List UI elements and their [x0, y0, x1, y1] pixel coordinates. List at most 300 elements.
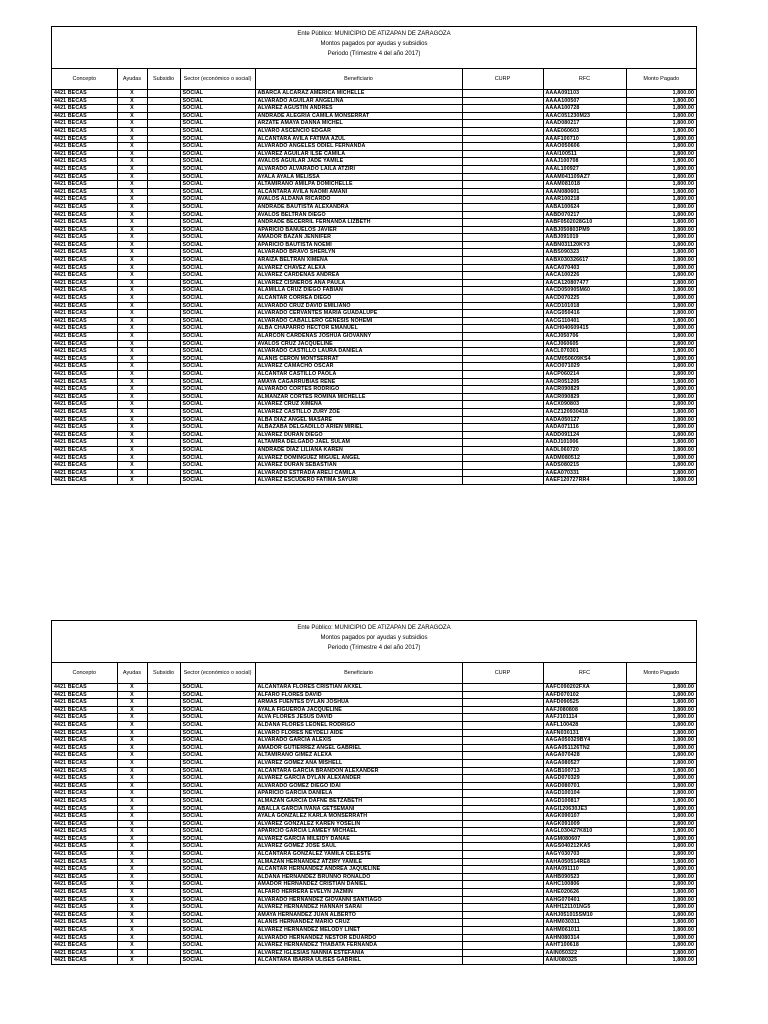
cell-monto: 1,800.00	[626, 393, 696, 401]
table-row	[52, 684, 696, 692]
cell-rfc: AAGK091009	[543, 820, 626, 828]
cell-concepto: 4421 BECAS	[52, 934, 117, 942]
table-row	[52, 355, 696, 363]
cell-ayudas: X	[117, 165, 147, 173]
table-row	[52, 386, 696, 394]
cell-rfc: AAAE060603	[543, 127, 626, 135]
cell-sector: SOCIAL	[180, 714, 255, 722]
cell-subsidio	[147, 759, 180, 767]
cell-rfc: AACM050609KS4	[543, 355, 626, 363]
cell-curp	[462, 889, 543, 897]
cell-subsidio	[147, 226, 180, 234]
cell-beneficiario: AMAYA HERNANDEZ JUAN ALBERTO	[255, 911, 462, 919]
cell-rfc: AABN031120KY3	[543, 241, 626, 249]
cell-ayudas: X	[117, 744, 147, 752]
cell-beneficiario: ANDRADE BAUTISTA ALEXANDRA	[255, 203, 462, 211]
cell-beneficiario: ALVARADO ESTRADA ARELI CAMILA	[255, 469, 462, 477]
cell-beneficiario: ALTAMIRANO AMILPA DOMICHELLE	[255, 181, 462, 189]
cell-curp	[462, 287, 543, 295]
cell-subsidio	[147, 295, 180, 303]
cell-beneficiario: ALCANTARA IBARRA ULISES GABRIEL	[255, 957, 462, 964]
cell-beneficiario: ALVAREZ AGUSTIN ANDRES	[255, 105, 462, 113]
table-row	[52, 737, 696, 745]
cell-curp	[462, 934, 543, 942]
cell-beneficiario: ALVARADO CORTES RODRIGO	[255, 386, 462, 394]
cell-monto: 1,800.00	[626, 325, 696, 333]
cell-subsidio	[147, 737, 180, 745]
col-header-rfc: RFC	[543, 663, 626, 684]
cell-concepto: 4421 BECAS	[52, 143, 117, 151]
cell-monto: 1,800.00	[626, 355, 696, 363]
cell-monto: 1,800.00	[626, 927, 696, 935]
cell-subsidio	[147, 257, 180, 265]
cell-rfc: AACH040609415	[543, 325, 626, 333]
cell-ayudas: X	[117, 942, 147, 950]
cell-rfc: AAHA091110	[543, 866, 626, 874]
cell-sector: SOCIAL	[180, 866, 255, 874]
table-row	[52, 911, 696, 919]
cell-subsidio	[147, 431, 180, 439]
cell-beneficiario: ALVAREZ HERNANDEZ THABATA FERNANDA	[255, 942, 462, 950]
cell-rfc: AAAA091103	[543, 90, 626, 98]
cell-ayudas: X	[117, 858, 147, 866]
cell-beneficiario: ALDANA HERNANDEZ BRUNNO RONALDO	[255, 873, 462, 881]
table-row	[52, 782, 696, 790]
cell-beneficiario: AYALA GONZALEZ KARLA MONSERRATH	[255, 813, 462, 821]
table-row	[52, 310, 696, 318]
cell-concepto: 4421 BECAS	[52, 257, 117, 265]
cell-rfc: AAAM041109AZ7	[543, 173, 626, 181]
cell-subsidio	[147, 942, 180, 950]
cell-ayudas: X	[117, 279, 147, 287]
cell-rfc: AAFD070102	[543, 691, 626, 699]
cell-sector: SOCIAL	[180, 462, 255, 470]
cell-ayudas: X	[117, 249, 147, 257]
cell-curp	[462, 173, 543, 181]
cell-ayudas: X	[117, 112, 147, 120]
cell-curp	[462, 257, 543, 265]
cell-beneficiario: ALVARADO AGUILAR ANGELINA	[255, 97, 462, 105]
cell-rfc: AAGS040212KA5	[543, 843, 626, 851]
col-header-sector: Sector (económico o social)	[180, 663, 255, 684]
cell-concepto: 4421 BECAS	[52, 881, 117, 889]
cell-curp	[462, 477, 543, 484]
cell-sector: SOCIAL	[180, 424, 255, 432]
cell-monto: 1,800.00	[626, 896, 696, 904]
cell-ayudas: X	[117, 881, 147, 889]
cell-rfc: AACD050905M60	[543, 287, 626, 295]
cell-sector: SOCIAL	[180, 721, 255, 729]
cell-beneficiario: ALVARADO CASTILLO LAURA DANIELA	[255, 348, 462, 356]
cell-beneficiario: ALBA DIAZ ANGEL MASARE	[255, 416, 462, 424]
cell-ayudas: X	[117, 226, 147, 234]
cell-beneficiario: ALVAREZ CARDENAS ANDREA	[255, 272, 462, 280]
cell-curp	[462, 797, 543, 805]
table-row	[52, 949, 696, 957]
cell-ayudas: X	[117, 873, 147, 881]
cell-rfc: AAGM080607	[543, 835, 626, 843]
cell-rfc: AACD070225	[543, 295, 626, 303]
cell-rfc: AAGL030427K810	[543, 828, 626, 836]
table-row	[52, 226, 696, 234]
cell-monto: 1,800.00	[626, 333, 696, 341]
table-row	[52, 729, 696, 737]
cell-rfc: AAHG070401	[543, 896, 626, 904]
cell-curp	[462, 143, 543, 151]
cell-curp	[462, 721, 543, 729]
cell-concepto: 4421 BECAS	[52, 439, 117, 447]
cell-rfc: AABJ050803PM9	[543, 226, 626, 234]
table-row	[52, 127, 696, 135]
cell-beneficiario: ALFARO FLORES DAVID	[255, 691, 462, 699]
table-row	[52, 691, 696, 699]
cell-beneficiario: APARICIO BAUTISTA NOEMI	[255, 241, 462, 249]
table-row	[52, 120, 696, 128]
cell-monto: 1,800.00	[626, 188, 696, 196]
cell-monto: 1,800.00	[626, 112, 696, 120]
cell-subsidio	[147, 462, 180, 470]
cell-curp	[462, 241, 543, 249]
cell-concepto: 4421 BECAS	[52, 340, 117, 348]
cell-subsidio	[147, 889, 180, 897]
cell-curp	[462, 386, 543, 394]
cell-sector: SOCIAL	[180, 249, 255, 257]
cell-rfc: AAEF120727RR4	[543, 477, 626, 484]
table-row	[52, 393, 696, 401]
col-header-ayudas: Ayudas	[117, 663, 147, 684]
cell-subsidio	[147, 858, 180, 866]
cell-beneficiario: ALVARADO HERNANDEZ NESTOR EDUARDO	[255, 934, 462, 942]
cell-sector: SOCIAL	[180, 729, 255, 737]
cell-monto: 1,800.00	[626, 699, 696, 707]
table-row	[52, 828, 696, 836]
cell-concepto: 4421 BECAS	[52, 927, 117, 935]
cell-ayudas: X	[117, 477, 147, 484]
cell-beneficiario: ALFARO HERRERA EVELYN JAZMIN	[255, 889, 462, 897]
cell-monto: 1,800.00	[626, 942, 696, 950]
table-row	[52, 431, 696, 439]
cell-curp	[462, 416, 543, 424]
cell-beneficiario: ALVARADO GARCIA ALEXIS	[255, 737, 462, 745]
cell-ayudas: X	[117, 828, 147, 836]
cell-monto: 1,800.00	[626, 378, 696, 386]
table-row	[52, 112, 696, 120]
cell-monto: 1,800.00	[626, 881, 696, 889]
report-subtitle: Montos pagados por ayudas y subsidios	[320, 635, 428, 641]
column-header-row	[52, 663, 696, 684]
table-row	[52, 904, 696, 912]
cell-beneficiario: ALVAREZ CASTILLO ZURY ZOE	[255, 408, 462, 416]
cell-beneficiario: AYALA AYALA MELISSA	[255, 173, 462, 181]
cell-subsidio	[147, 934, 180, 942]
cell-beneficiario: ALCANTARA GARCIA BRANDON ALEXANDER	[255, 767, 462, 775]
cell-subsidio	[147, 196, 180, 204]
cell-concepto: 4421 BECAS	[52, 752, 117, 760]
cell-monto: 1,800.00	[626, 181, 696, 189]
cell-subsidio	[147, 873, 180, 881]
cell-subsidio	[147, 881, 180, 889]
cell-rfc: AAGD100104	[543, 790, 626, 798]
cell-rfc: AAHC100806	[543, 881, 626, 889]
cell-subsidio	[147, 272, 180, 280]
cell-curp	[462, 333, 543, 341]
col-header-concepto: Concepto	[52, 663, 117, 684]
cell-monto: 1,800.00	[626, 416, 696, 424]
cell-sector: SOCIAL	[180, 782, 255, 790]
cell-subsidio	[147, 949, 180, 957]
cell-subsidio	[147, 401, 180, 409]
cell-concepto: 4421 BECAS	[52, 408, 117, 416]
cell-curp	[462, 203, 543, 211]
cell-sector: SOCIAL	[180, 279, 255, 287]
cell-rfc: AADD091124	[543, 431, 626, 439]
table-body	[52, 684, 696, 964]
cell-sector: SOCIAL	[180, 942, 255, 950]
table-row	[52, 752, 696, 760]
cell-rfc: AAFC090202FXA	[543, 684, 626, 692]
cell-concepto: 4421 BECAS	[52, 820, 117, 828]
cell-sector: SOCIAL	[180, 386, 255, 394]
cell-curp	[462, 150, 543, 158]
cell-concepto: 4421 BECAS	[52, 699, 117, 707]
cell-curp	[462, 325, 543, 333]
cell-subsidio	[147, 127, 180, 135]
cell-sector: SOCIAL	[180, 203, 255, 211]
cell-monto: 1,800.00	[626, 439, 696, 447]
cell-rfc: AAAC051230M23	[543, 112, 626, 120]
cell-rfc: AAAL100927	[543, 165, 626, 173]
cell-rfc: AAGY030703	[543, 851, 626, 859]
cell-beneficiario: ALMAZAN GARCIA DAFNE BETZABETH	[255, 797, 462, 805]
cell-monto: 1,800.00	[626, 370, 696, 378]
cell-ayudas: X	[117, 135, 147, 143]
cell-subsidio	[147, 165, 180, 173]
cell-curp	[462, 919, 543, 927]
cell-curp	[462, 813, 543, 821]
cell-ayudas: X	[117, 721, 147, 729]
table-row	[52, 181, 696, 189]
cell-concepto: 4421 BECAS	[52, 462, 117, 470]
cell-sector: SOCIAL	[180, 896, 255, 904]
cell-subsidio	[147, 706, 180, 714]
cell-concepto: 4421 BECAS	[52, 211, 117, 219]
cell-subsidio	[147, 911, 180, 919]
col-header-concepto: Concepto	[52, 69, 117, 90]
table-row	[52, 105, 696, 113]
cell-ayudas: X	[117, 919, 147, 927]
cell-subsidio	[147, 279, 180, 287]
cell-beneficiario: ALVA FLORES JESUS DAVID	[255, 714, 462, 722]
cell-monto: 1,800.00	[626, 431, 696, 439]
subsidy-table	[52, 663, 696, 964]
cell-concepto: 4421 BECAS	[52, 873, 117, 881]
table-row	[52, 173, 696, 181]
cell-beneficiario: ARAIZA BELTRAN XIMENA	[255, 257, 462, 265]
cell-beneficiario: ARZATE AMAYA DANNA MICHEL	[255, 120, 462, 128]
cell-curp	[462, 127, 543, 135]
cell-curp	[462, 752, 543, 760]
cell-ayudas: X	[117, 355, 147, 363]
cell-rfc: AABJ091019	[543, 234, 626, 242]
cell-concepto: 4421 BECAS	[52, 775, 117, 783]
cell-beneficiario: ALMAZAN HERNANDEZ ATZIRY YAMILE	[255, 858, 462, 866]
table-row	[52, 881, 696, 889]
table-row	[52, 370, 696, 378]
cell-ayudas: X	[117, 287, 147, 295]
cell-sector: SOCIAL	[180, 737, 255, 745]
cell-beneficiario: ALARCON CARDENAS JOSHUA GIOVANNY	[255, 333, 462, 341]
cell-concepto: 4421 BECAS	[52, 759, 117, 767]
cell-subsidio	[147, 699, 180, 707]
cell-rfc: AAFD090525	[543, 699, 626, 707]
cell-subsidio	[147, 904, 180, 912]
cell-monto: 1,800.00	[626, 446, 696, 454]
table-row	[52, 272, 696, 280]
cell-beneficiario: ALCANTARA FLORES CRISTIAN AKXEL	[255, 684, 462, 692]
cell-monto: 1,800.00	[626, 851, 696, 859]
cell-rfc: AAGA051126TN2	[543, 744, 626, 752]
cell-concepto: 4421 BECAS	[52, 866, 117, 874]
table-row	[52, 363, 696, 371]
cell-monto: 1,800.00	[626, 219, 696, 227]
cell-curp	[462, 401, 543, 409]
report-period: Periodo (Trimestre 4 del año 2017)	[327, 645, 421, 651]
cell-curp	[462, 408, 543, 416]
cell-concepto: 4421 BECAS	[52, 90, 117, 98]
table-row	[52, 416, 696, 424]
cell-ayudas: X	[117, 775, 147, 783]
cell-curp	[462, 272, 543, 280]
table-row	[52, 775, 696, 783]
cell-concepto: 4421 BECAS	[52, 97, 117, 105]
cell-concepto: 4421 BECAS	[52, 454, 117, 462]
cell-sector: SOCIAL	[180, 469, 255, 477]
cell-concepto: 4421 BECAS	[52, 181, 117, 189]
cell-sector: SOCIAL	[180, 775, 255, 783]
cell-monto: 1,800.00	[626, 684, 696, 692]
cell-sector: SOCIAL	[180, 325, 255, 333]
cell-beneficiario: ALTAMIRANO GIMEZ ALEXA	[255, 752, 462, 760]
cell-monto: 1,800.00	[626, 211, 696, 219]
cell-monto: 1,800.00	[626, 241, 696, 249]
cell-sector: SOCIAL	[180, 112, 255, 120]
cell-curp	[462, 295, 543, 303]
cell-subsidio	[147, 97, 180, 105]
cell-concepto: 4421 BECAS	[52, 112, 117, 120]
cell-ayudas: X	[117, 370, 147, 378]
cell-subsidio	[147, 203, 180, 211]
cell-monto: 1,800.00	[626, 721, 696, 729]
report-sheet-1	[51, 26, 697, 485]
cell-curp	[462, 431, 543, 439]
cell-rfc: AAFL100428	[543, 721, 626, 729]
cell-concepto: 4421 BECAS	[52, 355, 117, 363]
cell-monto: 1,800.00	[626, 454, 696, 462]
cell-ayudas: X	[117, 143, 147, 151]
cell-monto: 1,800.00	[626, 317, 696, 325]
cell-curp	[462, 363, 543, 371]
cell-subsidio	[147, 90, 180, 98]
cell-concepto: 4421 BECAS	[52, 706, 117, 714]
cell-beneficiario: ALCANTAR HERNANDEZ ANDREA JAQUELINE	[255, 866, 462, 874]
cell-sector: SOCIAL	[180, 889, 255, 897]
cell-curp	[462, 881, 543, 889]
cell-concepto: 4421 BECAS	[52, 196, 117, 204]
cell-subsidio	[147, 797, 180, 805]
cell-sector: SOCIAL	[180, 401, 255, 409]
cell-concepto: 4421 BECAS	[52, 393, 117, 401]
cell-beneficiario: ALVAREZ DURAN SEBASTIAN	[255, 462, 462, 470]
cell-monto: 1,800.00	[626, 105, 696, 113]
cell-rfc: AAAN080601	[543, 188, 626, 196]
table-row	[52, 249, 696, 257]
report-title: Ente Público: MUNICIPIO DE ATIZAPAN DE ZARAGOZA	[297, 625, 451, 631]
report-title: Ente Público: MUNICIPIO DE ATIZAPAN DE ZARAGOZA	[297, 31, 451, 37]
cell-subsidio	[147, 835, 180, 843]
cell-concepto: 4421 BECAS	[52, 120, 117, 128]
cell-subsidio	[147, 424, 180, 432]
cell-curp	[462, 393, 543, 401]
cell-curp	[462, 120, 543, 128]
cell-curp	[462, 790, 543, 798]
cell-beneficiario: ALVARADO CERVANTES MARIA GUADALUPE	[255, 310, 462, 318]
table-row	[52, 143, 696, 151]
cell-rfc: AABA100624	[543, 203, 626, 211]
cell-curp	[462, 348, 543, 356]
cell-monto: 1,800.00	[626, 820, 696, 828]
cell-ayudas: X	[117, 211, 147, 219]
cell-subsidio	[147, 325, 180, 333]
cell-monto: 1,800.00	[626, 866, 696, 874]
cell-sector: SOCIAL	[180, 439, 255, 447]
cell-subsidio	[147, 820, 180, 828]
cell-sector: SOCIAL	[180, 446, 255, 454]
cell-curp	[462, 835, 543, 843]
cell-curp	[462, 165, 543, 173]
cell-curp	[462, 181, 543, 189]
cell-rfc: AACR051205	[543, 378, 626, 386]
cell-monto: 1,800.00	[626, 767, 696, 775]
cell-concepto: 4421 BECAS	[52, 691, 117, 699]
cell-subsidio	[147, 775, 180, 783]
table-body	[52, 90, 696, 484]
cell-curp	[462, 729, 543, 737]
cell-curp	[462, 957, 543, 964]
cell-subsidio	[147, 363, 180, 371]
table-row	[52, 721, 696, 729]
cell-ayudas: X	[117, 752, 147, 760]
cell-monto: 1,800.00	[626, 279, 696, 287]
table-row	[52, 446, 696, 454]
cell-concepto: 4421 BECAS	[52, 173, 117, 181]
cell-sector: SOCIAL	[180, 759, 255, 767]
cell-monto: 1,800.00	[626, 97, 696, 105]
cell-ayudas: X	[117, 257, 147, 265]
cell-rfc: AAGA050329BY4	[543, 737, 626, 745]
cell-rfc: AADA050127	[543, 416, 626, 424]
cell-rfc: AAAA100507	[543, 97, 626, 105]
cell-beneficiario: APARICIO GARCIA LAMEEY MICHAEL	[255, 828, 462, 836]
cell-beneficiario: ALVARADO BRAVO SHERLYN	[255, 249, 462, 257]
cell-subsidio	[147, 782, 180, 790]
cell-sector: SOCIAL	[180, 744, 255, 752]
cell-beneficiario: AYALA FIGUEROA JACQUELINE	[255, 706, 462, 714]
cell-rfc: AAAJ100708	[543, 158, 626, 166]
cell-ayudas: X	[117, 904, 147, 912]
cell-beneficiario: ALVAREZ AGUILAR ILSE CAMILA	[255, 150, 462, 158]
table-row	[52, 325, 696, 333]
cell-sector: SOCIAL	[180, 219, 255, 227]
